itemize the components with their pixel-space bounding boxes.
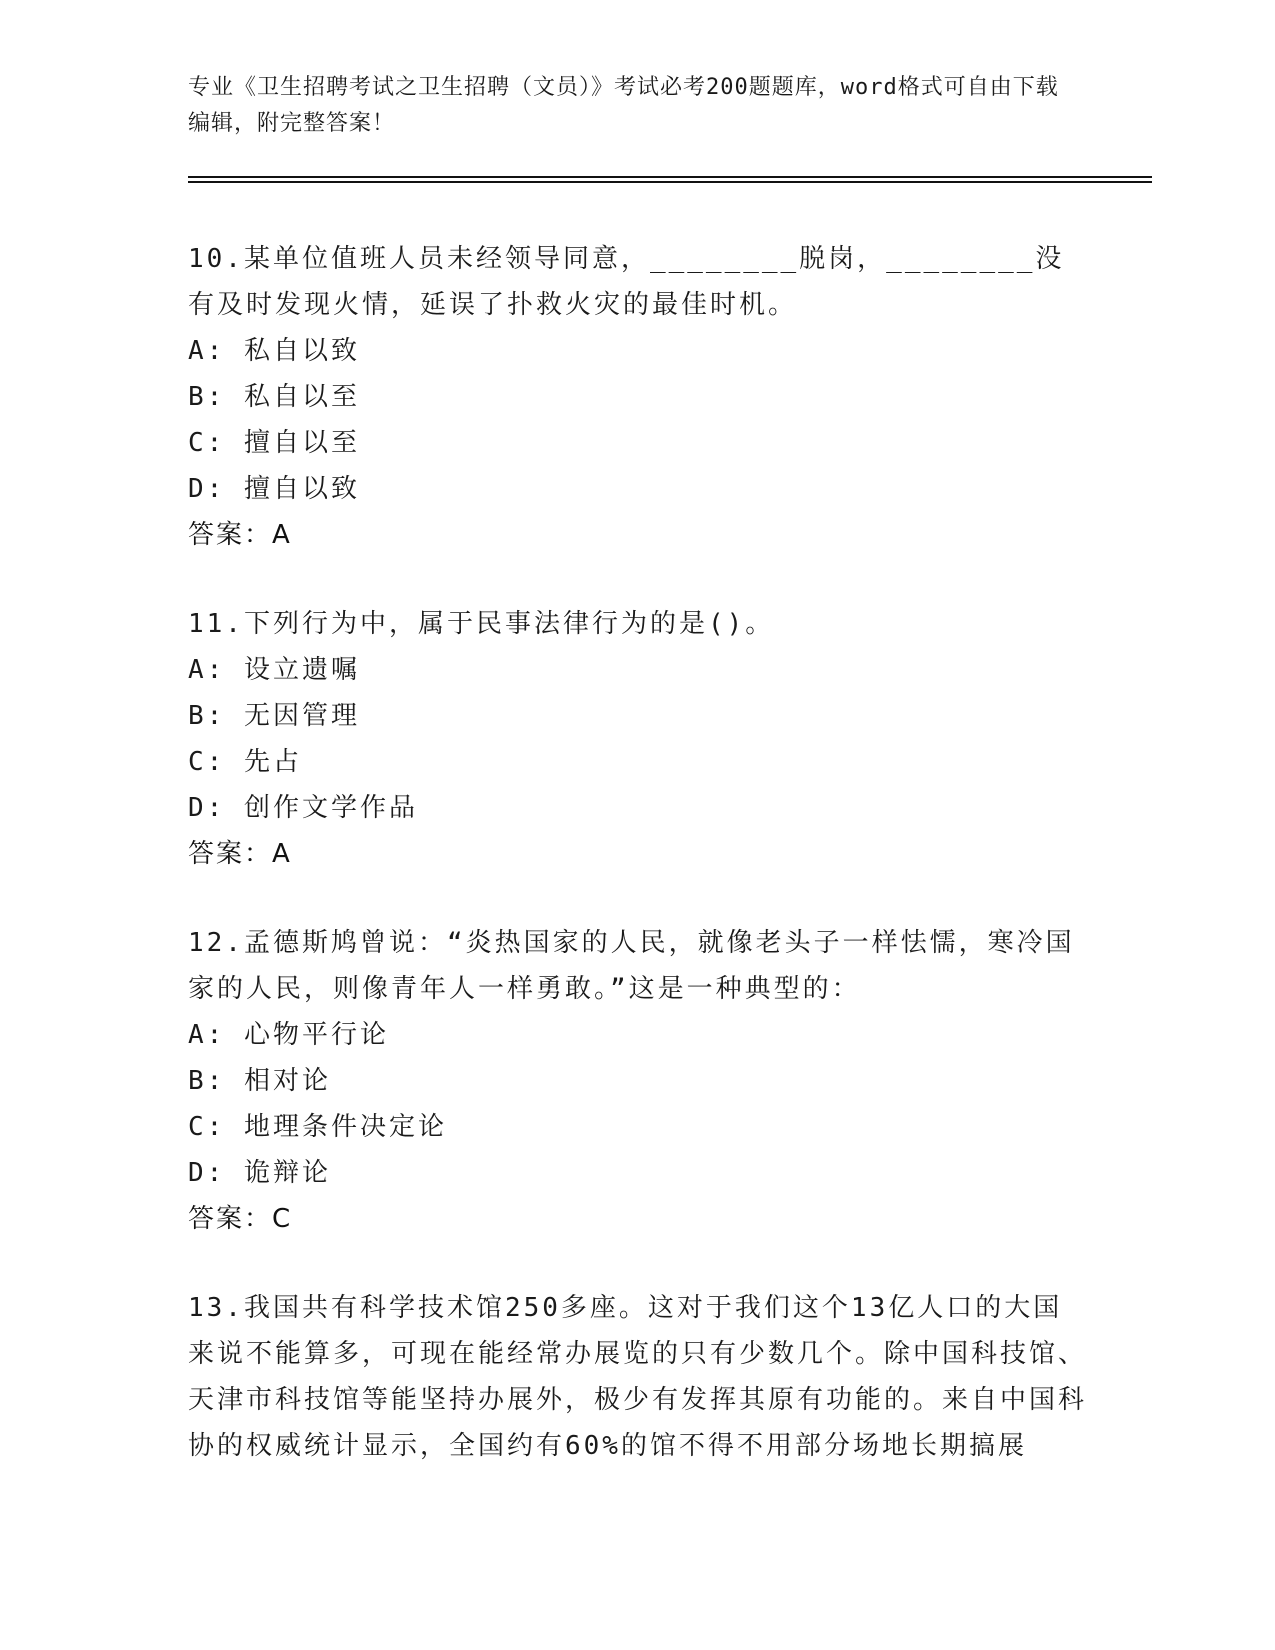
question-answer: 答案：C (188, 1204, 293, 1234)
document-header (188, 70, 1068, 142)
question-stem: 11.下列行为中，属于民事法律行为的是()。 (188, 609, 775, 639)
question-option: D: 创作文学作品 (188, 793, 418, 823)
question-stem: 12.孟德斯鸠曾说：“炎热国家的人民，就像老头子一样怯懦，寒冷国家的人民，则像青年人一样勇敢。”这是一种典型的： (188, 928, 1075, 1004)
header-divider-bottom (188, 181, 1152, 183)
question-answer: 答案：A (188, 520, 292, 550)
question-item (188, 601, 1088, 877)
question-option: A: 设立遗嘱 (188, 655, 360, 685)
question-item (188, 1285, 1088, 1469)
question-option: D: 擅自以致 (188, 474, 360, 504)
question-answer: 答案：A (188, 839, 292, 869)
question-item (188, 920, 1088, 1242)
header-divider-top (188, 176, 1152, 178)
question-option: B: 无因管理 (188, 701, 360, 731)
question-stem: 10.某单位值班人员未经领导同意，________脱岗，________没有及时发现火情，延误了扑救火灾的最佳时机。 (188, 244, 1065, 320)
question-option: B: 私自以至 (188, 382, 360, 412)
question-option: B: 相对论 (188, 1066, 331, 1096)
question-option: C: 擅自以至 (188, 428, 360, 458)
question-option: A: 私自以致 (188, 336, 360, 366)
question-option: D: 诡辩论 (188, 1158, 331, 1188)
header-intro-text: 专业《卫生招聘考试之卫生招聘（文员）》考试必考200题题库，word格式可自由下载编辑，附完整答案！ (188, 75, 1059, 136)
question-option: C: 地理条件决定论 (188, 1112, 447, 1142)
question-item (188, 236, 1088, 558)
question-stem: 13.我国共有科学技术馆250多座。这对于我们这个13亿人口的大国来说不能算多，可现在能经常办展览的只有少数几个。除中国科技馆、天津市科技馆等能坚持办展外，极少有发挥其原有功能的。来自中国科协的权威统计显示，全国约有60%的馆不得不用部分场地长期搞展 (188, 1293, 1088, 1461)
question-list (188, 236, 1088, 1512)
question-option: C: 先占 (188, 747, 302, 777)
question-option: A: 心物平行论 (188, 1020, 389, 1050)
